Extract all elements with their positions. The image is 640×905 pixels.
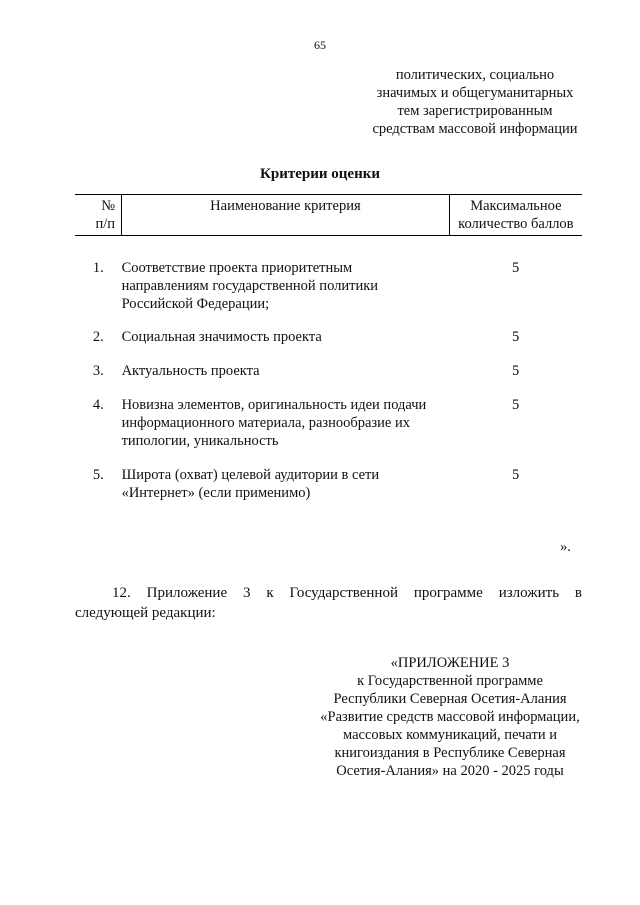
- paragraph-word: программе: [413, 585, 483, 601]
- row-name-line: типологии, уникальность: [121, 433, 279, 449]
- appendix-line: книгоиздания в Республике Северная: [334, 745, 566, 761]
- row-name-line: Широта (охват) целевой аудитории в сети: [121, 467, 380, 483]
- row-num: 1.: [92, 260, 104, 276]
- row-name-line: Соответствие проекта приоритетным: [121, 260, 353, 276]
- header-line: средствам массовой информации: [372, 121, 578, 137]
- appendix-heading: [300, 654, 600, 780]
- table-row: [75, 346, 582, 380]
- header-line: тем зарегистрированным: [397, 103, 553, 119]
- col-num-line: №: [101, 198, 116, 214]
- row-num: 2.: [92, 329, 104, 345]
- row-name-line: Новизна элементов, оригинальность идеи подачи: [121, 397, 427, 413]
- header-line: политических, социально: [395, 67, 555, 83]
- row-score: 5: [511, 467, 520, 483]
- appendix-line: массовых коммуникаций, печати и: [343, 727, 557, 743]
- row-score: 5: [511, 260, 520, 276]
- paragraph-line: следующей редакции:: [75, 605, 216, 621]
- paragraph-word: к: [266, 585, 274, 601]
- col-num-header: [75, 195, 122, 236]
- row-num: 3.: [92, 363, 104, 379]
- row-name: [122, 346, 450, 380]
- row-name: [122, 450, 450, 502]
- col-score-header: [449, 195, 582, 236]
- row-score: 5: [511, 363, 520, 379]
- criteria-table: [75, 194, 582, 502]
- row-name-line: Актуальность проекта: [121, 363, 260, 379]
- header-block: [330, 66, 620, 138]
- col-num-line: п/п: [95, 216, 116, 232]
- paragraph-word: 3: [242, 585, 251, 601]
- paragraph-word: в: [574, 585, 582, 601]
- row-num: 5.: [92, 467, 104, 483]
- criteria-title: Критерии оценки: [260, 166, 380, 182]
- row-score: 5: [511, 397, 520, 413]
- header-line: значимых и общегуманитарных: [376, 85, 574, 101]
- appendix-line: Республики Северная Осетия-Алания: [333, 691, 567, 707]
- row-name-line: «Интернет» (если применимо): [121, 485, 311, 501]
- paragraph-word: Приложение: [146, 585, 228, 601]
- row-name-line: информационного материала, разнообразие их: [121, 415, 410, 431]
- row-score: 5: [511, 329, 520, 345]
- closing-quote: ».: [560, 539, 571, 555]
- appendix-line: к Государственной программе: [357, 673, 543, 689]
- table-header-row: [75, 195, 582, 236]
- page-number: 65: [314, 38, 326, 52]
- row-name-line: Социальная значимость проекта: [121, 329, 322, 345]
- row-name: [122, 380, 450, 450]
- row-name: [122, 313, 450, 346]
- col-name-header: Наименование критерия: [122, 195, 450, 236]
- paragraph-line: [75, 583, 582, 603]
- table-row: [75, 313, 582, 346]
- appendix-line: «Развитие средств массовой информации,: [320, 709, 580, 725]
- row-num: 4.: [92, 397, 104, 413]
- table-row: [75, 380, 582, 450]
- row-name: [122, 236, 450, 314]
- paragraph-word: изложить: [498, 585, 560, 601]
- table-row: [75, 450, 582, 502]
- amendment-paragraph: [75, 583, 582, 623]
- row-name-line: Российской Федерации;: [121, 296, 270, 312]
- col-score-line: Максимальное: [470, 198, 562, 214]
- col-score-line: количество баллов: [458, 216, 574, 232]
- paragraph-word: Государственной: [289, 585, 398, 601]
- appendix-line: Осетия-Алания» на 2020 - 2025 годы: [336, 763, 564, 779]
- paragraph-word: 12.: [112, 585, 131, 601]
- appendix-line: «ПРИЛОЖЕНИЕ 3: [390, 655, 510, 671]
- row-name-line: направлениям государственной политики: [121, 278, 379, 294]
- table-row: [75, 236, 582, 314]
